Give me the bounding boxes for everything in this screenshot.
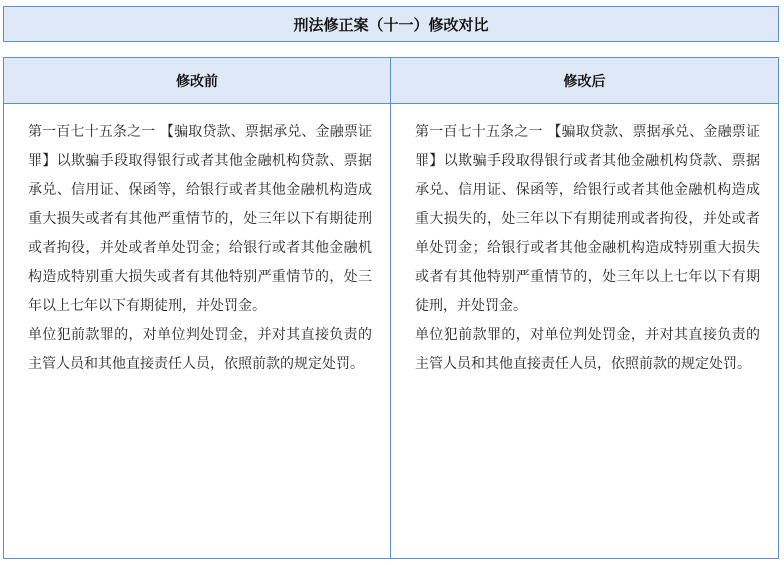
before-text-cell <box>4 104 391 558</box>
after-paragraph-1: 第一百七十五条之一 【骗取贷款、票据承兑、金融票证罪】以欺骗手段取得银行或者其他金融机构贷款、票据承兑、信用证、保函等，给银行或者其他金融机构造成重大损失的，处三年以下有期徒刑或者拘役，并处或者单处罚金；给银行或者其他金融机构造成特别重大损失或者有其他特别严重情节的，处三年以上七年以下有期徒刑，并处罚金。 <box>415 124 760 314</box>
column-header-after: 修改后 <box>391 58 778 104</box>
table-title: 刑法修正案（十一）修改对比 <box>3 6 779 42</box>
before-paragraph-1: 第一百七十五条之一 【骗取贷款、票据承兑、金融票证罪】以欺骗手段取得银行或者其他金融机构贷款、票据承兑、信用证、保函等，给银行或者其他金融机构造成重大损失或者有其他严重情节的，处三年以下有期徒刑或者拘役，并处或者单处罚金；给银行或者其他金融机构造成特别重大损失或者有其他特别严重情节的，处三年以上七年以下有期徒刑，并处罚金。 <box>28 124 372 314</box>
before-paragraph-2: 单位犯前款罪的，对单位判处罚金，并对其直接负责的主管人员和其他直接责任人员，依照前款的规定处罚。 <box>28 327 372 372</box>
after-paragraph-2: 单位犯前款罪的，对单位判处罚金，并对其直接负责的主管人员和其他直接责任人员，依照前款的规定处罚。 <box>415 327 760 372</box>
comparison-table <box>3 57 779 559</box>
column-header-before: 修改前 <box>4 58 391 104</box>
after-text-cell <box>391 104 778 558</box>
